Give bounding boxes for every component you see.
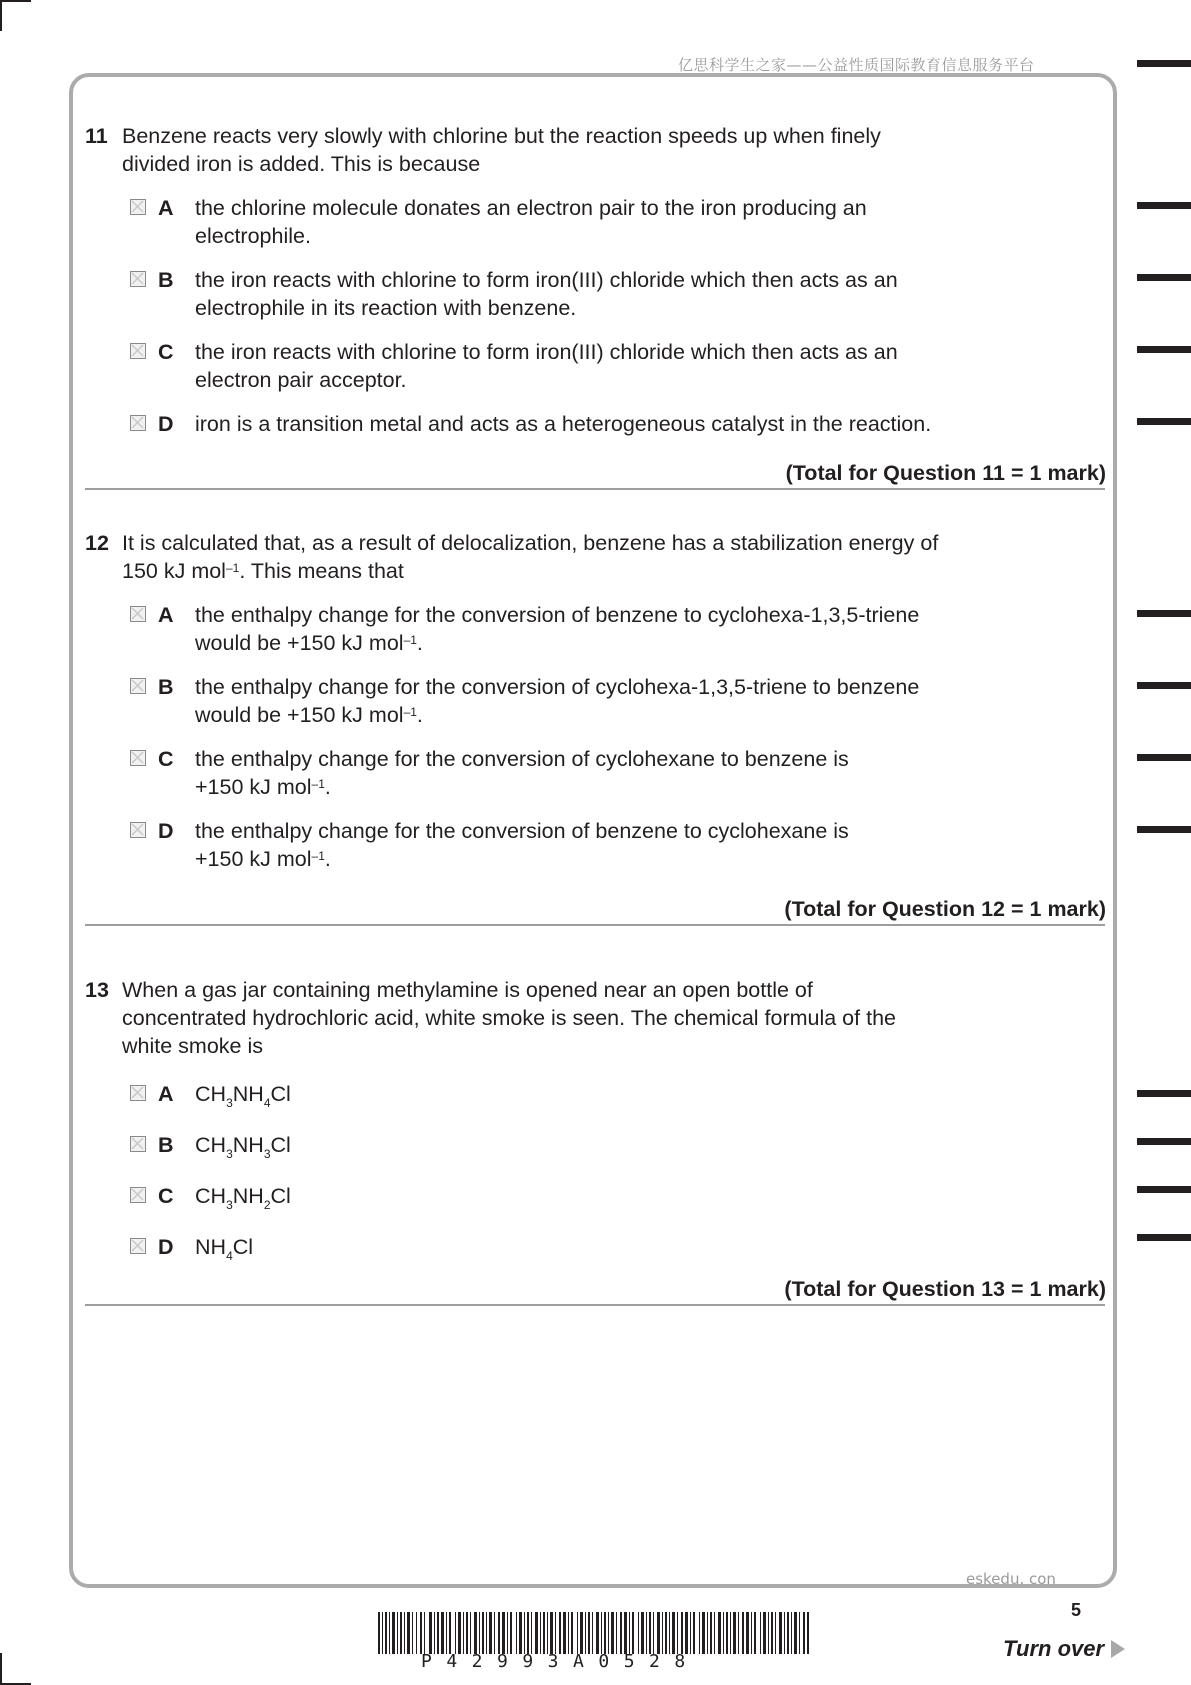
option-letter: B [158,1133,174,1157]
option-text: electrophile in its reaction with benzene. [195,296,577,320]
option-text: +150 kJ mol$^{-1}$. [195,775,331,799]
answer-checkbox[interactable] [130,750,146,766]
option-text: the enthalpy change for the conversion of benzene to cyclohexa-1,3,5-triene [195,603,920,627]
question-total: (Total for Question 11 = 1 mark) [785,461,1106,485]
option-letter: D [158,819,174,843]
option-text: the enthalpy change for the conversion of cyclohexa-1,3,5-triene to benzene [195,675,920,699]
question-number: 12 [85,531,109,555]
option-letter: C [158,340,174,364]
answer-option-c[interactable] [85,1182,1105,1213]
timing-mark [1137,418,1191,425]
option-text: would be +150 kJ mol$^{-1}$. [195,703,423,727]
turn-over-label: Turn over [1003,1636,1105,1661]
question-total: (Total for Question 12 = 1 mark) [784,897,1106,921]
answer-checkbox[interactable] [130,415,146,431]
barcode [378,1612,810,1654]
barcode-text: P42993A0528 [421,1651,700,1672]
question-11 [85,122,1105,438]
answer-checkbox[interactable] [130,606,146,622]
option-letter: C [158,747,174,771]
timing-mark [1137,754,1191,761]
crop-mark-bottom-left-v [0,1653,2,1684]
cross-box-icon [131,1086,144,1099]
option-letter: D [158,1235,174,1259]
question-stem [85,529,1105,585]
answer-checkbox[interactable] [130,271,146,287]
question-stem [85,122,1105,178]
answer-option-b[interactable] [85,266,1105,322]
question-divider [85,488,1105,490]
option-text: iron is a transition metal and acts as a heterogeneous catalyst in the reaction. [195,412,932,436]
option-text: the enthalpy change for the conversion of cyclohexane to benzene is [195,747,849,771]
question-divider [85,1304,1105,1306]
option-letter: B [158,268,174,292]
stem-line: 150 kJ mol$^{-1}$. This means that [122,559,404,583]
chemical-formula: $CH_3NH_3Cl$ [195,1133,291,1161]
option-text: the iron reacts with chlorine to form iron(III) chloride which then acts as an [195,268,898,292]
option-text: +150 kJ mol$^{-1}$. [195,847,331,871]
answer-option-d[interactable] [85,817,1105,873]
option-letter: D [158,412,174,436]
answer-option-a[interactable] [85,1080,1105,1111]
answer-option-d[interactable] [85,410,1105,438]
timing-mark [1137,1090,1191,1097]
answer-option-c[interactable] [85,745,1105,801]
answer-checkbox[interactable] [130,822,146,838]
answer-checkbox[interactable] [130,1238,146,1254]
question-number: 11 [85,124,108,148]
cross-box-icon [131,1188,144,1201]
footer-watermark: eskedu. con [966,1570,1056,1588]
timing-mark [1137,610,1191,617]
cross-box-icon [131,1239,144,1252]
answer-checkbox[interactable] [130,343,146,359]
cross-box-icon [131,416,144,429]
cross-box-icon [131,823,144,836]
answer-checkbox[interactable] [130,678,146,694]
option-letter: A [158,1082,174,1106]
question-stem [85,976,1105,1060]
timing-mark [1137,1234,1191,1241]
answer-checkbox[interactable] [130,199,146,215]
answer-checkbox[interactable] [130,1136,146,1152]
chemical-formula: $CH_3NH_4Cl$ [195,1082,291,1110]
timing-mark [1137,60,1191,67]
answer-option-b[interactable] [85,1131,1105,1162]
option-text: electrophile. [195,224,311,248]
option-text: electron pair acceptor. [195,368,407,392]
question-divider [85,924,1105,926]
timing-mark [1137,202,1191,209]
option-letter: A [158,196,174,220]
header-watermark: 亿思科学生之家——公益性质国际教育信息服务平台 [678,56,1035,74]
option-letter: C [158,1184,174,1208]
timing-marks [1137,0,1191,1684]
page-number: 5 [1071,1600,1082,1620]
timing-mark [1137,682,1191,689]
chemical-formula: $NH_4Cl$ [195,1235,254,1263]
answer-option-d[interactable] [85,1233,1105,1264]
cross-box-icon [131,200,144,213]
timing-mark [1137,1186,1191,1193]
stem-line: Benzene reacts very slowly with chlorine but the reaction speeds up when finely [122,124,881,148]
timing-mark [1137,346,1191,353]
answer-option-a[interactable] [85,601,1105,657]
option-text: the chlorine molecule donates an electron pair to the iron producing an [195,196,867,220]
cross-box-icon [131,679,144,692]
crop-mark-top-left-h [0,0,31,2]
triangle-right-icon [1111,1640,1125,1658]
answer-option-c[interactable] [85,338,1105,394]
stem-line: concentrated hydrochloric acid, white smoke is seen. The chemical formula of the [122,1006,896,1030]
question-number: 13 [85,978,109,1002]
cross-box-icon [131,607,144,620]
option-text: the enthalpy change for the conversion of benzene to cyclohexane is [195,819,849,843]
timing-mark [1137,826,1191,833]
option-text: the iron reacts with chlorine to form iron(III) chloride which then acts as an [195,340,898,364]
stem-line: It is calculated that, as a result of delocalization, benzene has a stabilization energy of [122,531,939,555]
cross-box-icon [131,751,144,764]
stem-line: white smoke is [122,1034,263,1058]
chemical-formula: $CH_3NH_2Cl$ [195,1184,291,1212]
stem-line: divided iron is added. This is because [122,152,481,176]
answer-checkbox[interactable] [130,1085,146,1101]
answer-option-b[interactable] [85,673,1105,729]
option-text: would be +150 kJ mol$^{-1}$. [195,631,423,655]
crop-mark-top-left-v [0,0,2,31]
cross-box-icon [131,344,144,357]
cross-box-icon [131,272,144,285]
stem-line: When a gas jar containing methylamine is opened near an open bottle of [122,978,813,1002]
question-13 [85,976,1105,1264]
timing-mark [1137,274,1191,281]
cross-box-icon [131,1137,144,1150]
answer-option-a[interactable] [85,194,1105,250]
option-letter: A [158,603,174,627]
answer-checkbox[interactable] [130,1187,146,1203]
timing-mark [1137,1138,1191,1145]
question-total: (Total for Question 13 = 1 mark) [784,1277,1106,1301]
option-letter: B [158,675,174,699]
question-12 [85,529,1105,873]
